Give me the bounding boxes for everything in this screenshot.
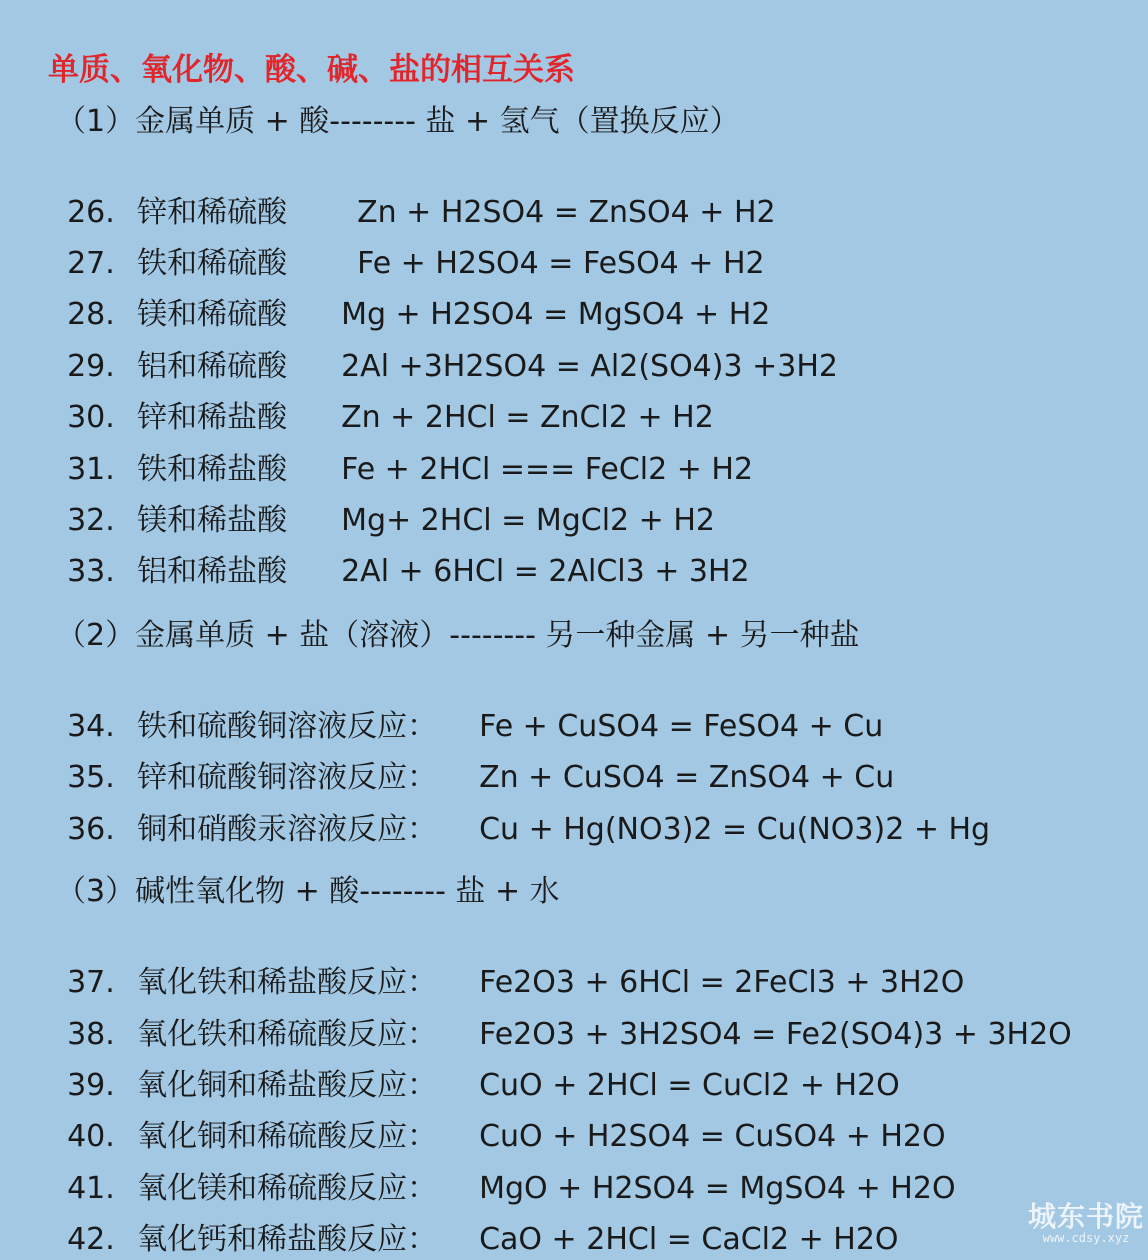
reaction-equation: Cu + Hg(NO3)2 = Cu(NO3)2 + Hg [479,812,991,847]
reaction-equation: Zn + H2SO4 = ZnSO4 + H2 [357,195,776,230]
reaction-name: 铁和硫酸铜溶液反应： [137,709,438,744]
reaction-equation: Fe + 2HCl === FeCl2 + H2 [341,452,754,487]
reaction-row [48,461,715,538]
reaction-row [48,204,765,281]
reaction-row [48,153,776,230]
section-1-heading: （1）金属单质 + 酸-------- 盐 + 氢气（置换反应） [56,104,740,139]
reaction-row [48,1026,900,1103]
reaction-name: 氧化铁和稀盐酸反应： [137,965,438,1000]
reaction-equation: CuO + H2SO4 = CuSO4 + H2O [479,1119,946,1154]
watermark-text: 城东书院 [1027,1200,1144,1233]
reaction-name: 氧化铁和稀硫酸反应： [137,1017,438,1052]
reaction-row [48,255,771,332]
page-title: 单质、氧化物、酸、碱、盐的相互关系 [48,52,575,88]
reaction-equation: CaO + 2HCl = CaCl2 + H2O [479,1222,899,1257]
reaction-name: 氧化铜和稀盐酸反应： [137,1068,438,1103]
reaction-row [48,923,965,1000]
reaction-equation: Fe + CuSO4 = FeSO4 + Cu [479,709,884,744]
reaction-name: 氧化镁和稀硫酸反应： [137,1171,438,1206]
reaction-number: 32. [67,503,115,538]
reaction-number: 35. [67,760,115,795]
reaction-name: 铁和稀盐酸 [137,452,288,487]
reaction-row [48,1077,946,1154]
reaction-row [48,1180,899,1257]
reaction-equation: Fe + H2SO4 = FeSO4 + H2 [357,246,765,281]
reaction-number: 33. [67,554,115,589]
reaction-row [48,718,895,795]
watermark [1028,1202,1144,1244]
reaction-equation: 2Al +3H2SO4 = Al2(SO4)3 +3H2 [341,349,838,384]
reaction-name: 镁和稀盐酸 [137,503,288,538]
reaction-row [48,770,991,847]
reaction-equation: Zn + CuSO4 = ZnSO4 + Cu [479,760,895,795]
reaction-number: 26. [67,195,115,230]
reaction-number: 37. [67,965,115,1000]
watermark-url: www.cdsy.xyz [1042,1231,1130,1245]
reaction-number: 38. [67,1017,115,1052]
reaction-equation: 2Al + 6HCl = 2AlCl3 + 3H2 [341,554,750,589]
reaction-number: 28. [67,297,115,332]
reaction-equation: Fe2O3 + 3H2SO4 = Fe2(SO4)3 + 3H2O [479,1017,1072,1052]
reaction-row [48,410,754,487]
reaction-number: 42. [67,1222,115,1257]
reaction-number: 34. [67,709,115,744]
reaction-equation: Mg+ 2HCl = MgCl2 + H2 [341,503,715,538]
reaction-equation: MgO + H2SO4 = MgSO4 + H2O [479,1171,956,1206]
reaction-row [48,512,750,589]
section-3-heading: （3）碱性氧化物 + 酸-------- 盐 + 水 [56,874,560,909]
reaction-equation: Mg + H2SO4 = MgSO4 + H2 [341,297,771,332]
reaction-equation: Zn + 2HCl = ZnCl2 + H2 [341,400,714,435]
reaction-number: 39. [67,1068,115,1103]
reaction-number: 31. [67,452,115,487]
reaction-name: 锌和稀盐酸 [137,400,288,435]
reaction-name: 铜和硝酸汞溶液反应： [137,812,438,847]
reaction-number: 36. [67,812,115,847]
section-2-heading: （2）金属单质 + 盐（溶液）-------- 另一种金属 + 另一种盐 [56,618,860,653]
reaction-name: 锌和硫酸铜溶液反应： [137,760,438,795]
reaction-row [48,1129,956,1206]
reaction-equation: CuO + 2HCl = CuCl2 + H2O [479,1068,900,1103]
reaction-name: 铝和稀硫酸 [137,349,288,384]
reaction-row [48,975,1072,1052]
reaction-number: 40. [67,1119,115,1154]
reaction-name: 氧化铜和稀硫酸反应： [137,1119,438,1154]
reaction-name: 铁和稀硫酸 [137,246,288,281]
reaction-name: 镁和稀硫酸 [137,297,288,332]
reaction-number: 29. [67,349,115,384]
reaction-row [48,358,714,435]
reaction-row [48,307,838,384]
reaction-equation: Fe2O3 + 6HCl = 2FeCl3 + 3H2O [479,965,965,1000]
reaction-number: 30. [67,400,115,435]
reaction-name: 锌和稀硫酸 [137,195,288,230]
reaction-name: 氧化钙和稀盐酸反应： [137,1222,438,1257]
reaction-row [48,667,884,744]
reaction-number: 41. [67,1171,115,1206]
reaction-name: 铝和稀盐酸 [137,554,288,589]
reaction-number: 27. [67,246,115,281]
